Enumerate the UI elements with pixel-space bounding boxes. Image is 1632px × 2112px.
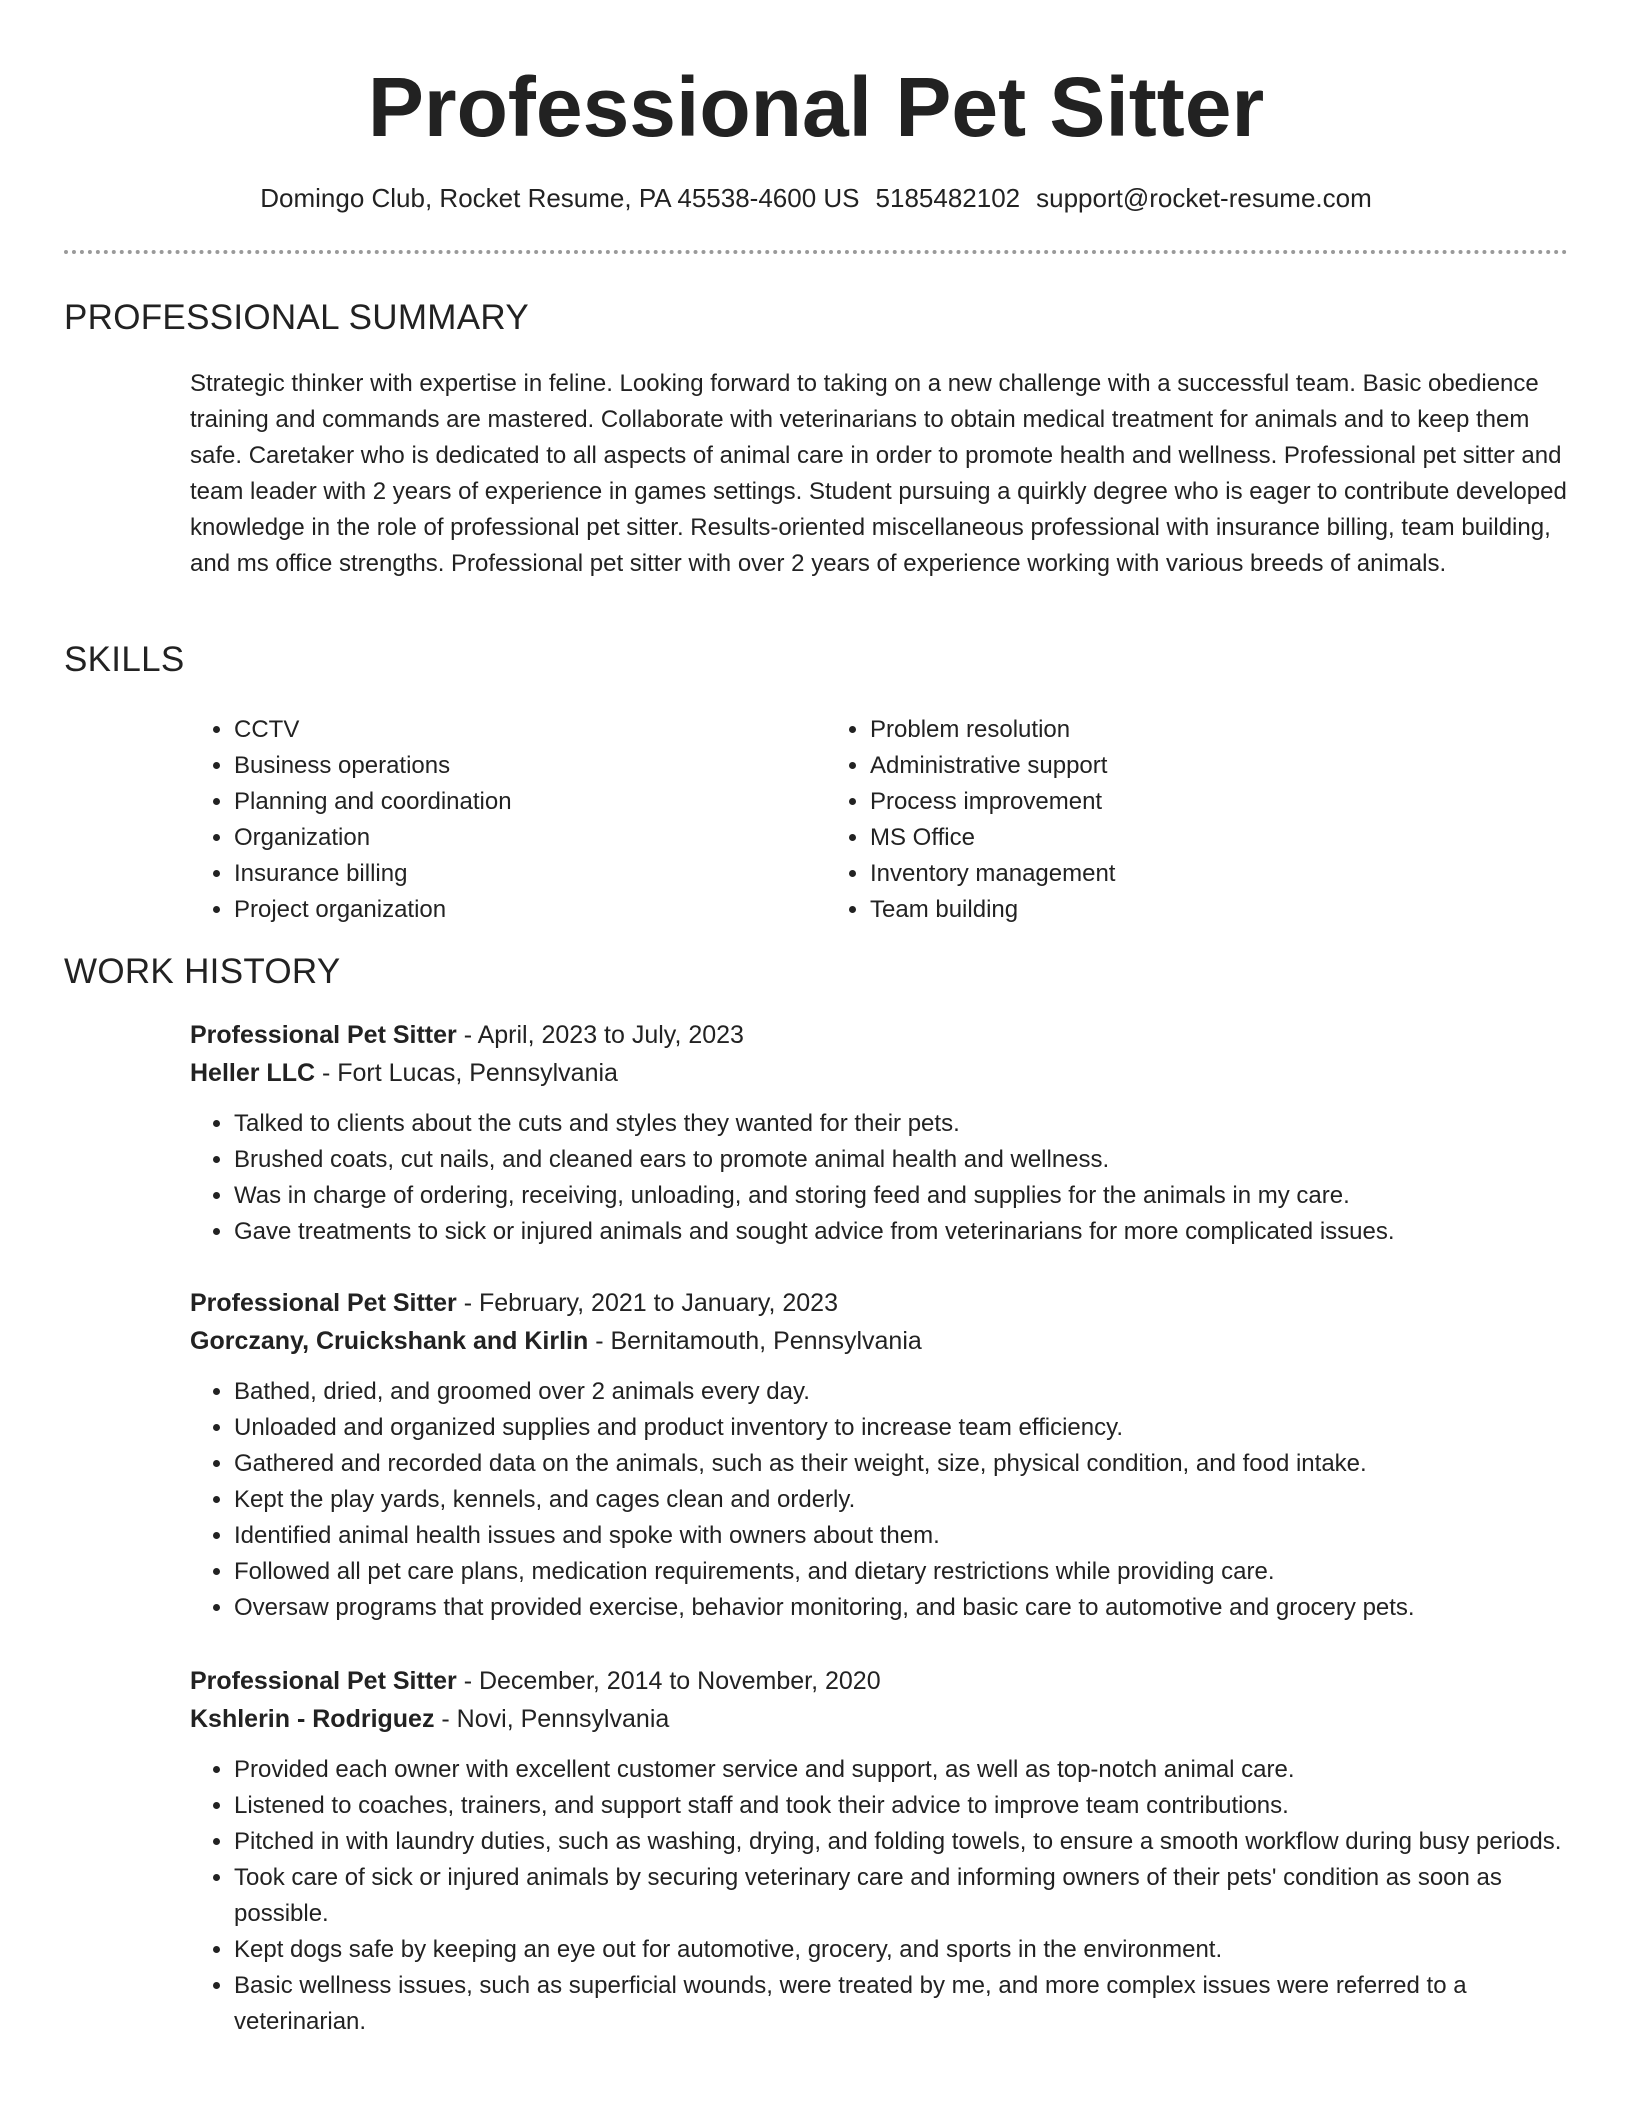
job-duty: • Identified animal health issues and spoke with owners about them.	[234, 1518, 1570, 1554]
job-entry	[190, 1662, 1570, 2040]
job-duty: • Brushed coats, cut nails, and cleaned ears to promote animal health and wellness.	[234, 1142, 1570, 1178]
skill-item: • Problem resolution	[870, 712, 1506, 748]
job-company: Kshlerin - Rodriguez	[190, 1705, 435, 1733]
skills-heading: SKILLS	[64, 640, 185, 679]
skill-item: • Inventory management	[870, 856, 1506, 892]
job-duties	[190, 1752, 1570, 2040]
job-duty: • Kept the play yards, kennels, and cages clean and orderly.	[234, 1482, 1570, 1518]
skills-column-left	[190, 712, 826, 928]
job-duty: • Was in charge of ordering, receiving, unloading, and storing feed and supplies for the animals in my care.	[234, 1178, 1570, 1214]
skill-item: • Administrative support	[870, 748, 1506, 784]
job-company: Heller LLC	[190, 1059, 316, 1087]
skill-item: • Insurance billing	[234, 856, 826, 892]
contact-phone: 5185482102	[875, 183, 1021, 213]
skill-item: • Process improvement	[870, 784, 1506, 820]
job-duty: • Oversaw programs that provided exercise, behavior monitoring, and basic care to automotive and grocery pets.	[234, 1590, 1570, 1626]
job-entry	[190, 1284, 1570, 1626]
work-history-heading: WORK HISTORY	[64, 952, 341, 991]
job-duty: • Provided each owner with excellent customer service and support, as well as top-notch animal care.	[234, 1752, 1570, 1788]
job-company: Gorczany, Cruickshank and Kirlin	[190, 1327, 589, 1355]
skill-item: • Organization	[234, 820, 826, 856]
skill-item: • CCTV	[234, 712, 826, 748]
job-duty: • Listened to coaches, trainers, and support staff and took their advice to improve team contributions.	[234, 1788, 1570, 1824]
resume-name: Professional Pet Sitter	[367, 60, 1265, 154]
job-duty: • Followed all pet care plans, medication requirements, and dietary restrictions while providing care.	[234, 1554, 1570, 1590]
job-duty: • Kept dogs safe by keeping an eye out for automotive, grocery, and sports in the environment.	[234, 1932, 1570, 1968]
contact-line	[0, 180, 1632, 216]
summary-text: Strategic thinker with expertise in feline. Looking forward to taking on a new challenge with a successful team. Basic obedience training and commands are mastered. Collaborate with veterinarians to obtain medical treatment for animals and to keep them safe. Caretaker who is dedicated to all aspects of animal care in order to promote health and wellness. Professional pet sitter and team leader with 2 years of experience in games settings. Student pursuing a quirkly degree who is eager to contribute developed knowledge in the role of professional pet sitter. Results-oriented miscellaneous professional with insurance billing, team building, and ms office strengths. Professional pet sitter with over 2 years of experience working with various breeds of animals.	[190, 370, 1567, 577]
summary-heading: PROFESSIONAL SUMMARY	[64, 298, 529, 337]
job-role: Professional Pet Sitter	[190, 1021, 457, 1049]
job-title-line	[190, 1284, 1570, 1322]
job-duties	[190, 1374, 1570, 1626]
job-role: Professional Pet Sitter	[190, 1667, 457, 1695]
job-dates: - December, 2014 to November, 2020	[456, 1667, 881, 1695]
job-duty: • Pitched in with laundry duties, such as washing, drying, and folding towels, to ensure a smooth workflow during busy periods.	[234, 1824, 1570, 1860]
job-duty: • Took care of sick or injured animals by securing veterinary care and informing owners of their pets' condition as soon as possible.	[234, 1860, 1570, 1932]
skill-item: • Planning and coordination	[234, 784, 826, 820]
job-duty: • Gathered and recorded data on the animals, such as their weight, size, physical condition, and food intake.	[234, 1446, 1570, 1482]
job-company-line	[190, 1322, 1570, 1360]
job-dates: - February, 2021 to January, 2023	[456, 1289, 838, 1317]
skills-column-right	[826, 712, 1506, 928]
job-title-line	[190, 1662, 1570, 1700]
job-title-line	[190, 1016, 1570, 1054]
skill-item: • MS Office	[870, 820, 1506, 856]
contact-email: support@rocket-resume.com	[1036, 183, 1372, 213]
job-company-line	[190, 1054, 1570, 1092]
job-location: - Novi, Pennsylvania	[434, 1705, 670, 1733]
job-duties	[190, 1106, 1570, 1250]
job-duty: • Bathed, dried, and groomed over 2 animals every day.	[234, 1374, 1570, 1410]
contact-address: Domingo Club, Rocket Resume, PA 45538-4600 US	[260, 183, 860, 213]
job-role: Professional Pet Sitter	[190, 1289, 457, 1317]
job-duty: • Gave treatments to sick or injured animals and sought advice from veterinarians for more complicated issues.	[234, 1214, 1570, 1250]
job-entry	[190, 1016, 1570, 1250]
job-duty: • Unloaded and organized supplies and product inventory to increase team efficiency.	[234, 1410, 1570, 1446]
job-location: - Bernitamouth, Pennsylvania	[588, 1327, 922, 1355]
header-divider	[64, 250, 1568, 254]
skills-list	[190, 712, 1570, 928]
job-dates: - April, 2023 to July, 2023	[456, 1021, 744, 1049]
job-duty: • Basic wellness issues, such as superficial wounds, were treated by me, and more complex issues were referred to a veterinarian.	[234, 1968, 1570, 2040]
skill-item: • Business operations	[234, 748, 826, 784]
skill-item: • Project organization	[234, 892, 826, 928]
job-location: - Fort Lucas, Pennsylvania	[315, 1059, 618, 1087]
skill-item: • Team building	[870, 892, 1506, 928]
job-duty: • Talked to clients about the cuts and styles they wanted for their pets.	[234, 1106, 1570, 1142]
job-company-line	[190, 1700, 1570, 1738]
